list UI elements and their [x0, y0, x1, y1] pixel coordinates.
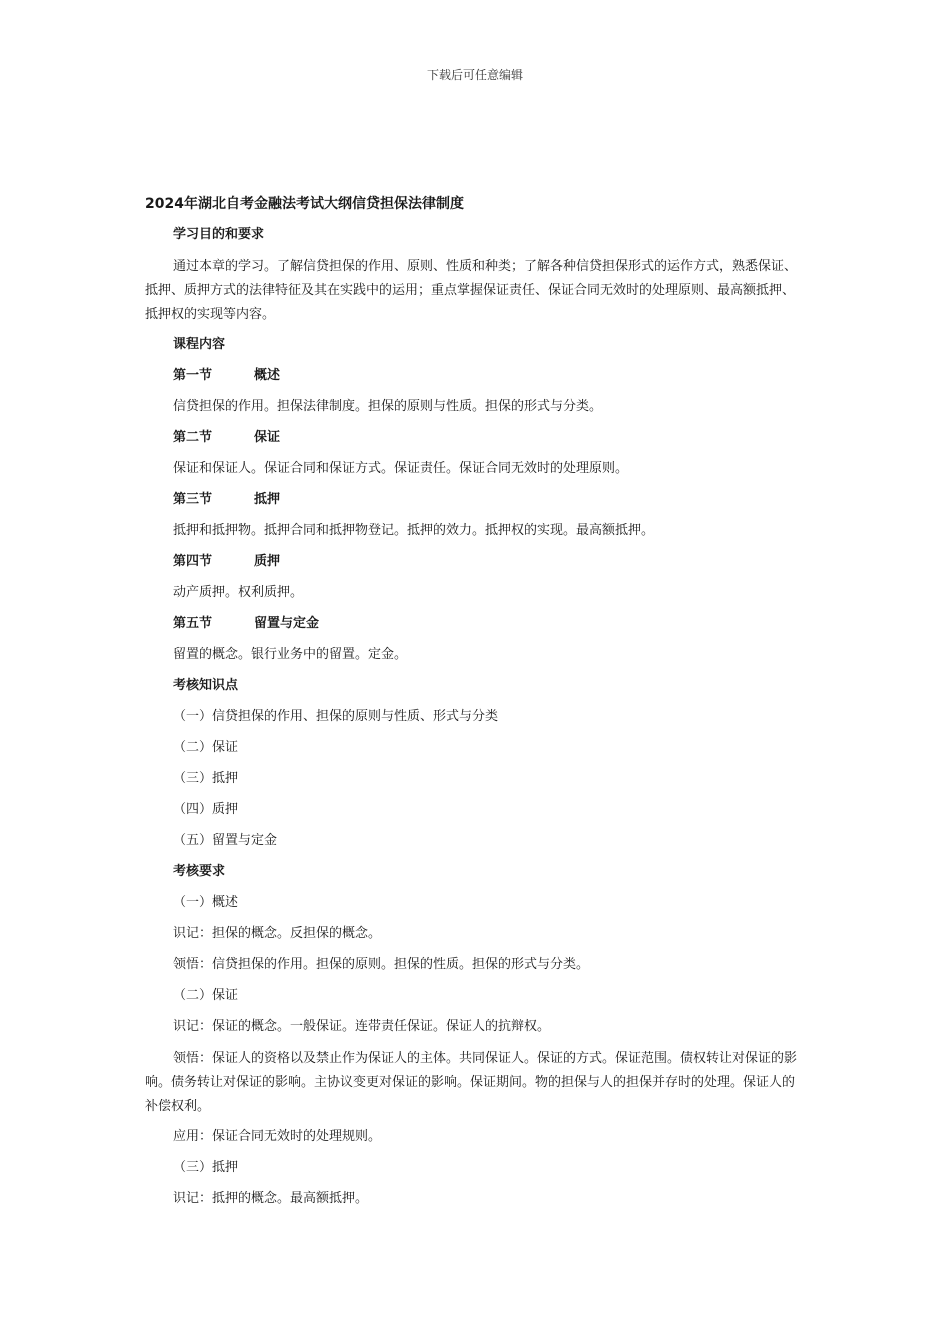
requirements-heading: 考核要求	[173, 864, 226, 879]
requirement-title: （二）保证	[173, 988, 239, 1003]
requirement-title: （三）抵押	[173, 1160, 239, 1175]
section-1-text: 信贷担保的作用。担保法律制度。担保的原则与性质。担保的形式与分类。	[173, 399, 603, 414]
section-name: 质押	[254, 554, 281, 569]
section-name: 概述	[254, 368, 281, 383]
section-4-text: 动产质押。权利质押。	[173, 585, 304, 600]
section-number: 第三节	[173, 492, 213, 507]
section-name: 留置与定金	[254, 616, 320, 631]
section-number: 第五节	[173, 616, 213, 631]
requirement-recall: 识记：抵押的概念。最高额抵押。	[173, 1191, 369, 1206]
goals-heading: 学习目的和要求	[173, 227, 265, 242]
section-name: 保证	[254, 430, 281, 445]
requirement-apply: 应用：保证合同无效时的处理规则。	[173, 1129, 382, 1144]
course-heading: 课程内容	[173, 337, 226, 352]
section-number: 第一节	[173, 368, 213, 383]
section-1-heading	[145, 365, 807, 387]
section-5-heading	[145, 613, 807, 635]
point-item: （三）抵押	[173, 771, 239, 786]
section-5-text: 留置的概念。银行业务中的留置。定金。	[173, 647, 408, 662]
section-2-text: 保证和保证人。保证合同和保证方式。保证责任。保证合同无效时的处理原则。	[173, 461, 629, 476]
section-number: 第二节	[173, 430, 213, 445]
requirement-title: （一）概述	[173, 895, 239, 910]
requirement-understand: 领悟：信贷担保的作用。担保的原则。担保的性质。担保的形式与分类。	[173, 957, 590, 972]
document-title: 2024年湖北自考金融法考试大纲信贷担保法律制度	[145, 196, 464, 212]
section-number: 第四节	[173, 554, 213, 569]
page-header: 下载后可任意编辑	[426, 68, 523, 82]
point-item: （五）留置与定金	[173, 833, 278, 848]
requirement-recall: 识记：保证的概念。一般保证。连带责任保证。保证人的抗辩权。	[173, 1019, 551, 1034]
section-3-text: 抵押和抵押物。抵押合同和抵押物登记。抵押的效力。抵押权的实现。最高额抵押。	[173, 523, 655, 538]
point-item: （四）质押	[173, 802, 239, 817]
section-3-heading	[145, 489, 807, 511]
points-heading: 考核知识点	[173, 678, 239, 693]
requirement-recall: 识记：担保的概念。反担保的概念。	[173, 926, 382, 941]
section-2-heading	[145, 427, 807, 449]
requirement-understand: 领悟：保证人的资格以及禁止作为保证人的主体。共同保证人。保证的方式。保证范围。债权转让对保证的影响。债务转让对保证的影响。主协议变更对保证的影响。保证期间。物的担保与人的担保并存时的处理。保证人的补偿权利。	[145, 1051, 798, 1114]
section-name: 抵押	[254, 492, 281, 507]
section-4-heading	[145, 551, 807, 573]
goals-paragraph: 通过本章的学习。了解信贷担保的作用、原则、性质和种类；了解各种信贷担保形式的运作方式，熟悉保证、抵押、质押方式的法律特征及其在实践中的运用；重点掌握保证责任、保证合同无效时的处理原则、最高额抵押、抵押权的实现等内容。	[145, 259, 798, 322]
point-item: （一）信贷担保的作用、担保的原则与性质、形式与分类	[173, 709, 499, 724]
document-body	[145, 193, 807, 1219]
point-item: （二）保证	[173, 740, 239, 755]
